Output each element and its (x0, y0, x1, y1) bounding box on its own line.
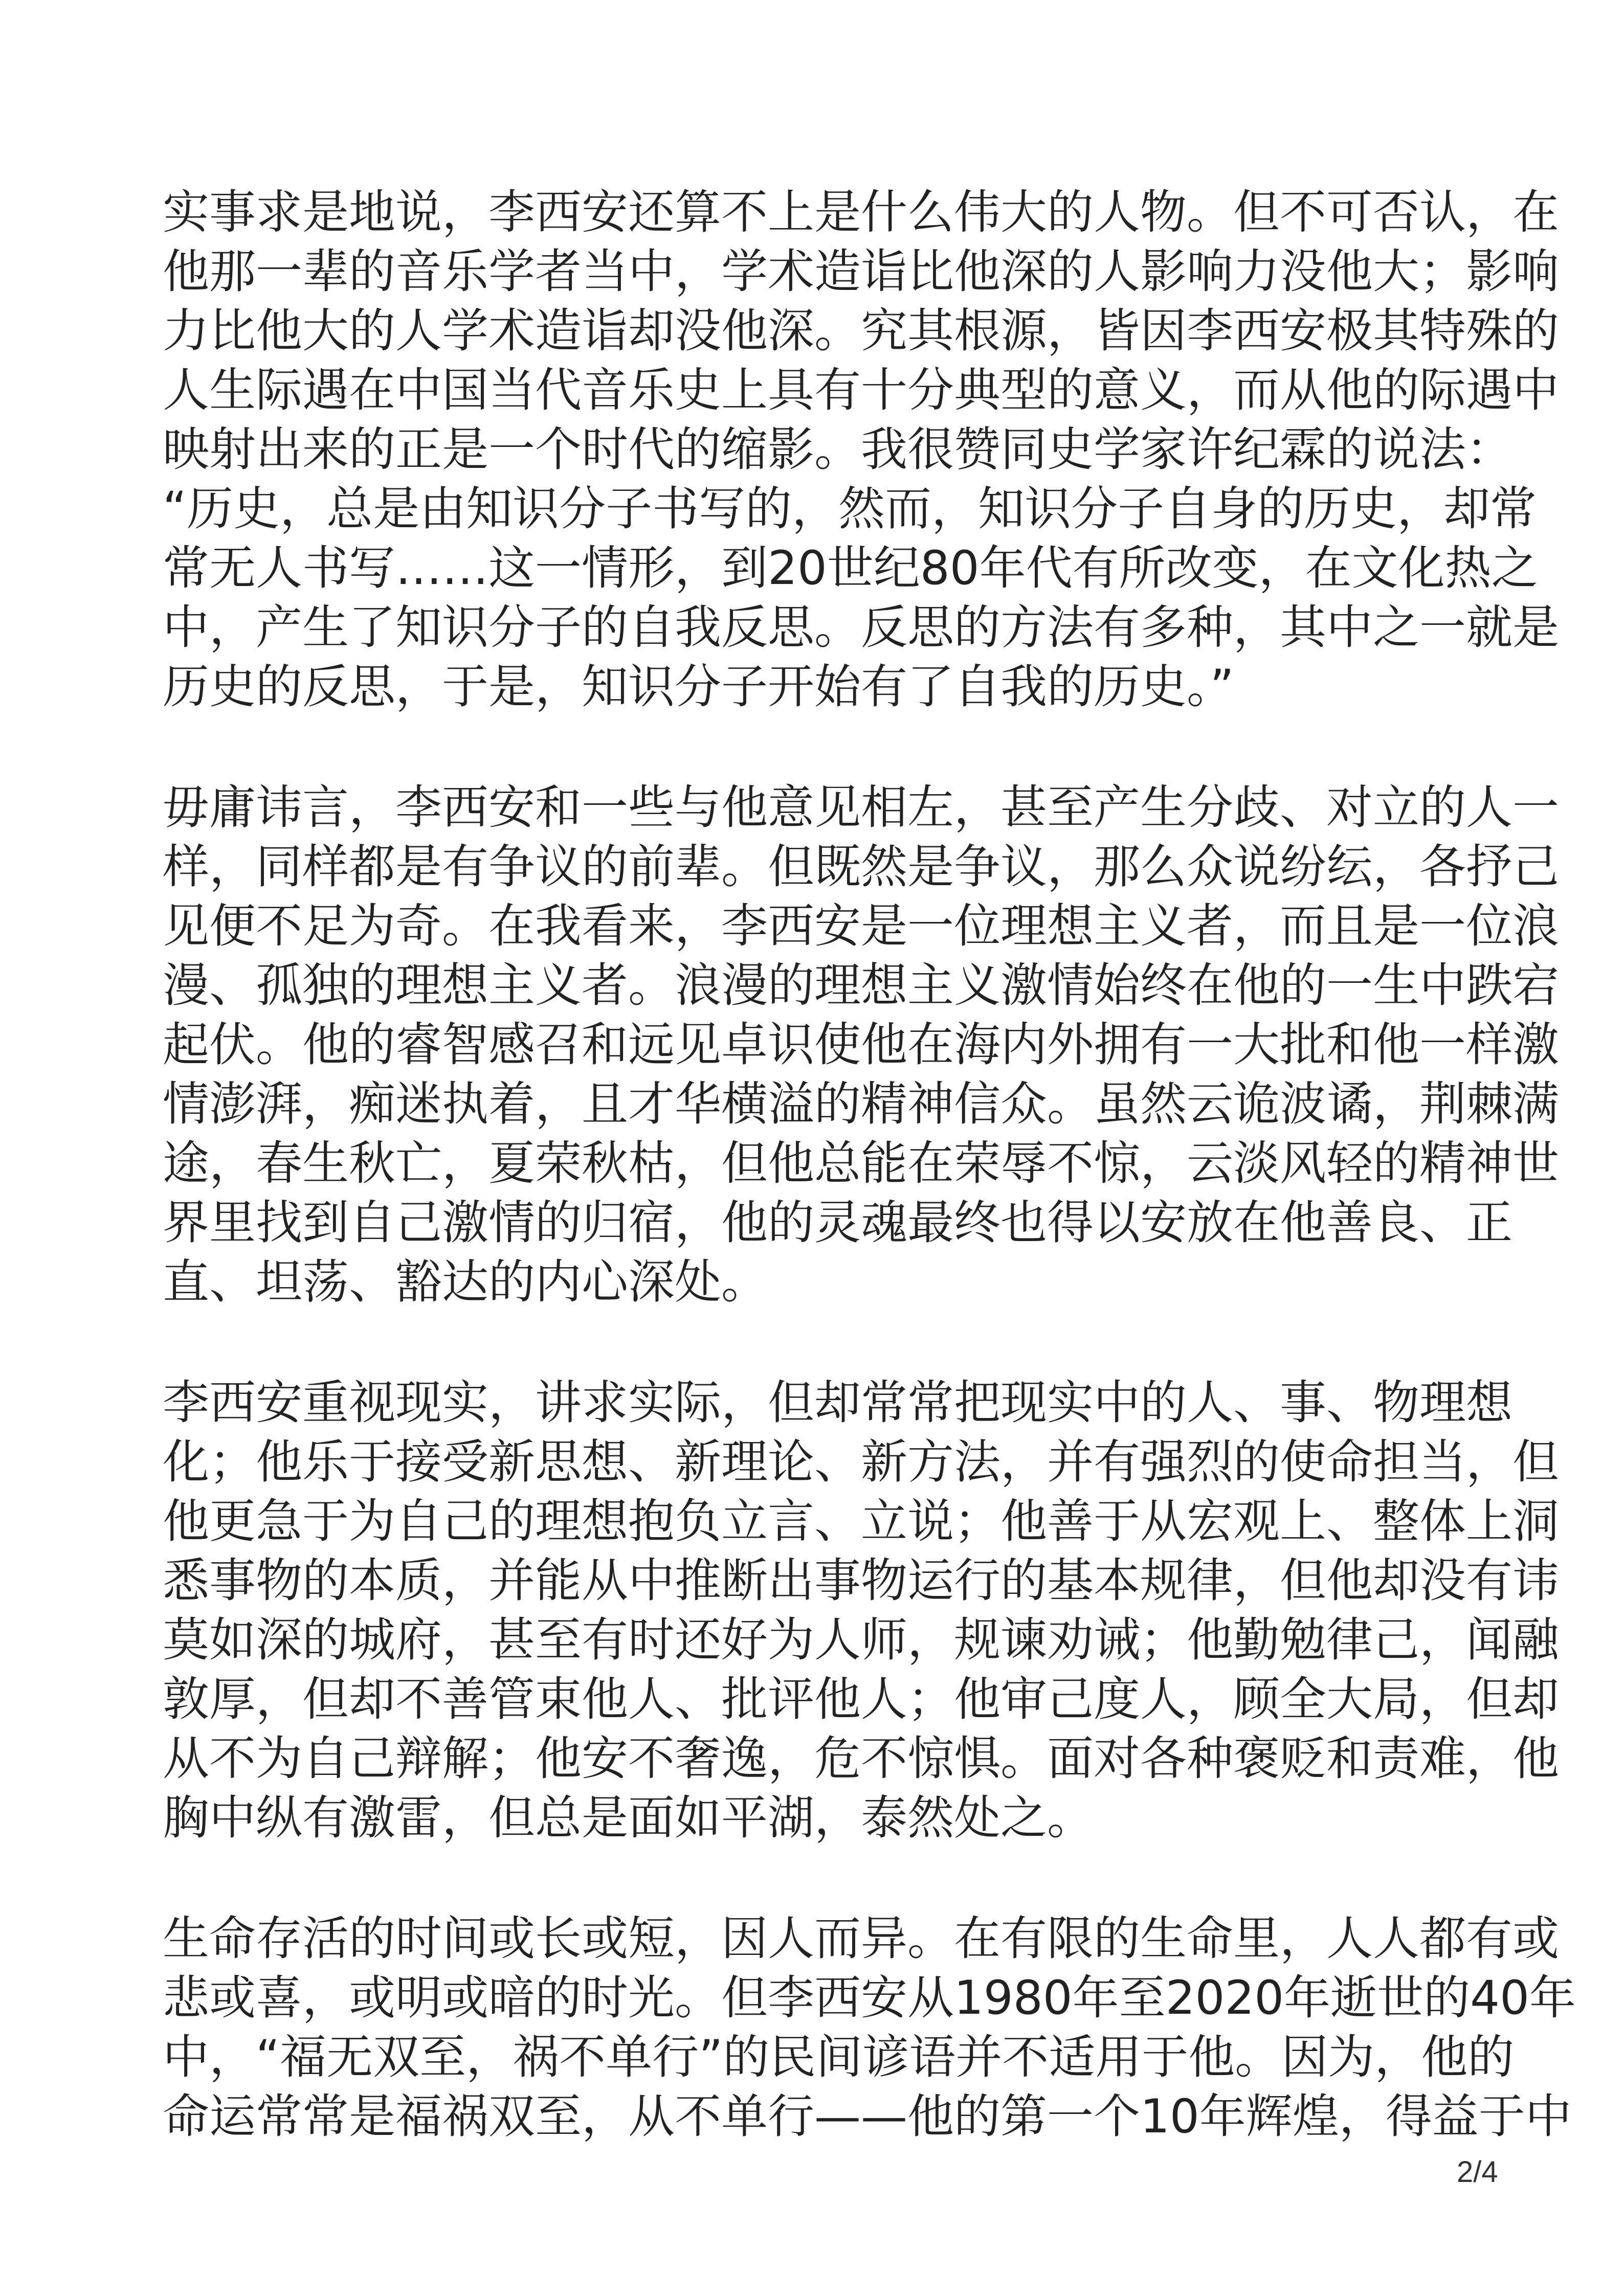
paragraph-3 (163, 1374, 1560, 1848)
text-line: 起伏。他的睿智感召和远见卓识使他在海内外拥有一大批和他一样激 (163, 1018, 1560, 1072)
text-line: 样，同样都是有争议的前辈。但既然是争议，那么众说纷纭，各抒己 (163, 840, 1560, 894)
text-line: 漫、孤独的理想主义者。浪漫的理想主义激情始终在他的一生中跌宕 (163, 959, 1560, 1012)
text-line: 命运常常是福祸双至，从不单行——他的第一个10年辉煌，得益于中 (163, 2090, 1572, 2144)
text-line: 他那一辈的音乐学者当中，学术造诣比他深的人影响力没他大；影响 (163, 245, 1560, 299)
text-line: 情澎湃，痴迷执着，且才华横溢的精神信众。虽然云诡波谲，荆棘满 (163, 1077, 1560, 1131)
text-line: 界里找到自己激情的归宿，他的灵魂最终也得以安放在他善良、正 (163, 1196, 1513, 1250)
text-line: 化；他乐于接受新思想、新理论、新方法，并有强烈的使命担当，但 (163, 1435, 1560, 1489)
text-line: 悉事物的本质，并能从中推断出事物运行的基本规律，但他却没有讳 (163, 1554, 1560, 1608)
text-line: 常无人书写……这一情形，到20世纪80年代有所改变，在文化热之 (163, 542, 1538, 595)
text-line: 映射出来的正是一个时代的缩影。我很赞同史学家许纪霖的说法： (163, 423, 1513, 477)
text-line: 悲或喜，或明或暗的时光。但李西安从1980年至2020年逝世的40年 (163, 1971, 1576, 2025)
text-line: 胸中纵有激雷，但总是面如平湖，泰然处之。 (163, 1791, 1094, 1845)
text-line: 力比他大的人学术造诣却没他深。究其根源，皆因李西安极其特殊的 (163, 304, 1560, 358)
text-line: 毋庸讳言，李西安和一些与他意见相左，甚至产生分歧、对立的人一 (163, 781, 1560, 835)
text-line: 敦厚，但却不善管束他人、批评他人；他审己度人，顾全大局，但却 (163, 1673, 1560, 1726)
text-line: 历史的反思，于是，知识分子开始有了自我的历史。” (163, 660, 1234, 714)
paragraph-1 (163, 183, 1560, 717)
text-line: 人生际遇在中国当代音乐史上具有十分典型的意义，而从他的际遇中 (163, 364, 1560, 417)
text-line: 莫如深的城府，甚至有时还好为人师，规谏劝诫；他勤勉律己，闻融 (163, 1613, 1560, 1667)
page-number: 2/4 (1457, 2155, 1498, 2189)
text-line: 途，春生秋亡，夏荣秋枯，但他总能在荣辱不惊，云淡风轻的精神世 (163, 1137, 1560, 1190)
paragraph-4 (163, 1909, 1576, 2147)
text-line: 从不为自己辩解；他安不奢逸，危不惊惧。面对各种褒贬和责难，他 (163, 1732, 1560, 1786)
text-line: 李西安重视现实，讲求实际，但却常常把现实中的人、事、物理想 (163, 1376, 1513, 1430)
text-line: 直、坦荡、豁达的内心深处。 (163, 1255, 768, 1309)
text-line: 他更急于为自己的理想抱负立言、立说；他善于从宏观上、整体上洞 (163, 1495, 1560, 1548)
text-line: 实事求是地说，李西安还算不上是什么伟大的人物。但不可否认，在 (163, 186, 1560, 239)
text-line: “历史，总是由知识分子书写的，然而，知识分子自身的历史，却常 (163, 482, 1537, 536)
paragraph-2 (163, 778, 1560, 1312)
text-line: 生命存活的时间或长或短，因人而异。在有限的生命里，人人都有或 (163, 1912, 1560, 1966)
text-line: 见便不足为奇。在我看来，李西安是一位理想主义者，而且是一位浪 (163, 899, 1560, 953)
text-line: 中，“福无双至，祸不单行”的民间谚语并不适用于他。因为，他的 (163, 2031, 1515, 2084)
text-line: 中，产生了知识分子的自我反思。反思的方法有多种，其中之一就是 (163, 601, 1560, 655)
